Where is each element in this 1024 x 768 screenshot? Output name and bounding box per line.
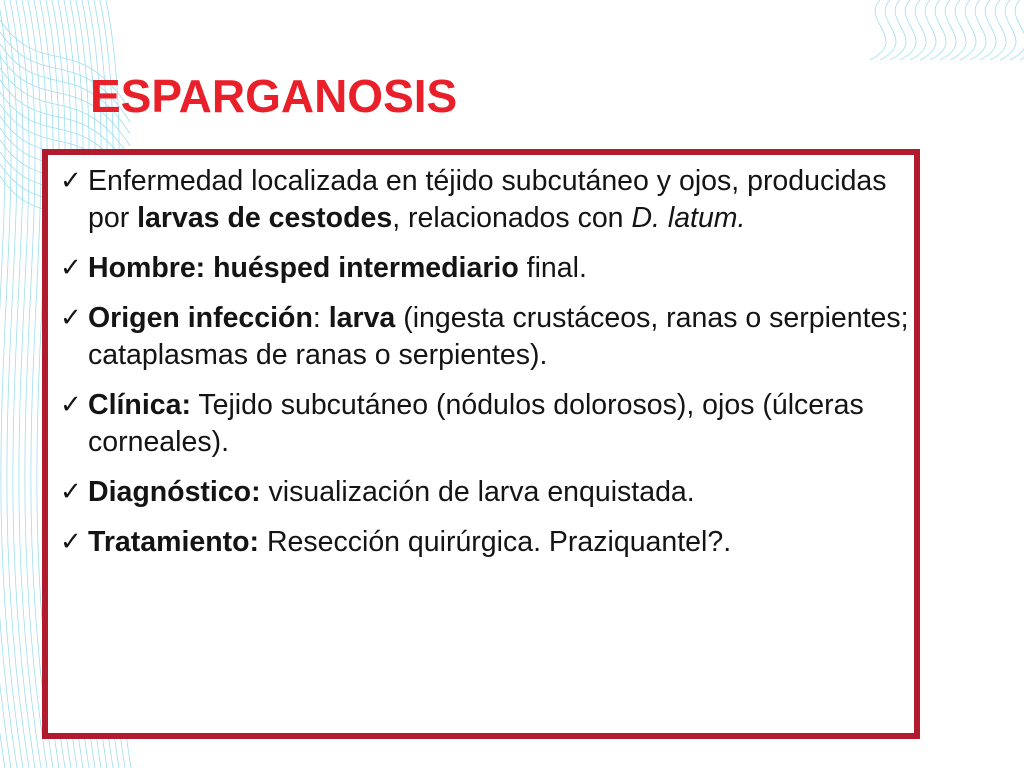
bullet-item [60, 387, 910, 461]
bullet-text: (ingesta crustáceos, ranas o serpientes; cataplasmas de ranas o serpientes). [88, 302, 909, 371]
check-icon: ✓ [60, 527, 82, 557]
check-icon: ✓ [60, 253, 82, 283]
bullet-item [60, 300, 910, 374]
check-icon: ✓ [60, 477, 82, 507]
bullet-text: : [312, 302, 329, 334]
bullet-list [60, 163, 910, 574]
bullet-text: visualización de larva enquistada. [260, 476, 695, 508]
bullet-text: Resección quirúrgica. Praziquantel?. [259, 526, 732, 558]
bullet-text: D. latum. [631, 202, 746, 234]
bullet-text: final. [518, 252, 587, 284]
bullet-text: Tejido subcutáneo (nódulos dolorosos), ojos (úlceras corneales). [88, 389, 864, 458]
bullet-text: Hombre: huésped intermediario [88, 252, 519, 284]
bullet-text: larvas de cestodes [137, 202, 393, 234]
bullet-text: Origen infección [88, 302, 313, 334]
bullet-text: , relacionados con [392, 202, 632, 234]
bullet-item [60, 250, 910, 287]
bullet-item [60, 474, 910, 511]
bullet-text: Diagnóstico: [88, 476, 261, 508]
slide-title: ESPARGANOSIS [90, 70, 458, 122]
bullet-text: Clínica: [88, 389, 191, 421]
check-icon: ✓ [60, 390, 82, 420]
check-icon: ✓ [60, 166, 82, 196]
bullet-item [60, 163, 910, 237]
check-icon: ✓ [60, 303, 82, 333]
bullet-item [60, 524, 910, 561]
bullet-text: Enfermedad localizada en téjido subcutáneo y ojos, producidas por [88, 165, 887, 234]
content-box [42, 149, 920, 739]
bullet-text: larva [328, 302, 396, 334]
bullet-text: Tratamiento: [88, 526, 260, 558]
